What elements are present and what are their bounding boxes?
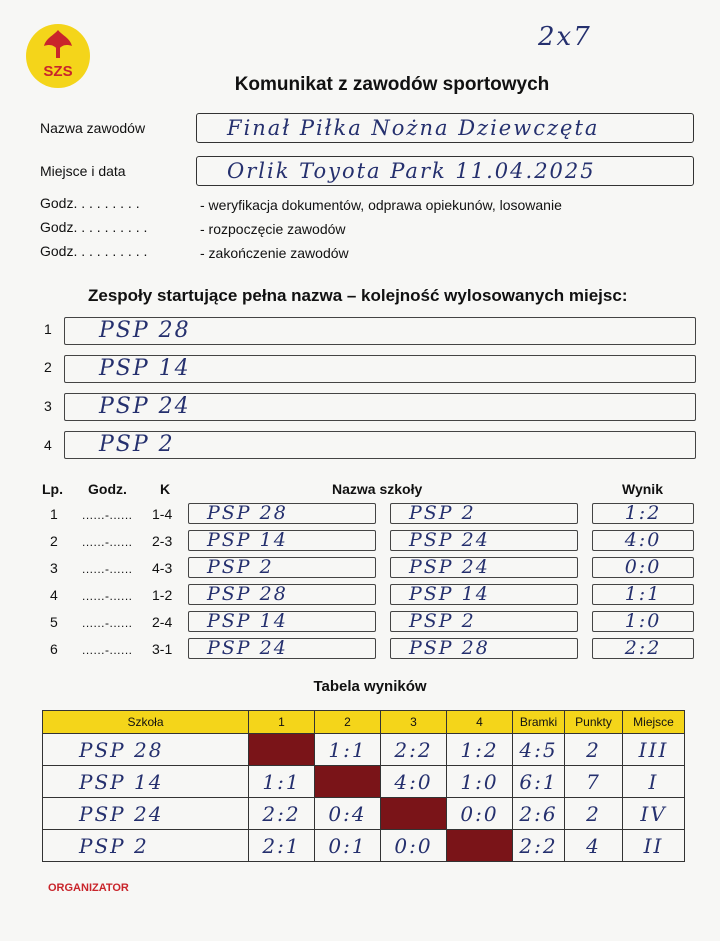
- goals-cell[interactable]: 2:2: [513, 830, 565, 862]
- team-number: 1: [44, 321, 52, 337]
- score-cell[interactable]: 0:4: [315, 798, 381, 830]
- score-cell[interactable]: 1:1: [315, 734, 381, 766]
- competition-name-field[interactable]: Finał Piłka Nożna Dziewczęta: [196, 113, 694, 143]
- match-result-field[interactable]: 1:0: [592, 611, 694, 632]
- page-title: Komunikat z zawodów sportowych: [234, 74, 550, 95]
- match-team1-field[interactable]: PSP 28: [188, 503, 376, 524]
- results-header-row: [43, 711, 685, 734]
- match-team2-field[interactable]: PSP 14: [390, 584, 578, 605]
- match-team1-field[interactable]: PSP 28: [188, 584, 376, 605]
- match-team2-field[interactable]: PSP 28: [390, 638, 578, 659]
- results-table-title: Tabela wyników: [313, 678, 427, 695]
- match-team2-field[interactable]: PSP 24: [390, 557, 578, 578]
- matches-header-school: Nazwa szkoły: [332, 481, 423, 497]
- header-col-1: 1: [249, 711, 315, 734]
- score-cell[interactable]: 1:1: [249, 766, 315, 798]
- logo-text: SZS: [43, 63, 73, 80]
- goals-cell[interactable]: 2:6: [513, 798, 565, 830]
- match-lp: 6: [50, 641, 58, 657]
- match-team2-field[interactable]: PSP 2: [390, 611, 578, 632]
- place-date-label: Miejsce i data: [40, 163, 126, 179]
- match-pairing: 2-4: [152, 614, 173, 630]
- teams-heading: Zespoły startujące pełna nazwa – kolejność wylosowanych miejsc:: [88, 286, 628, 305]
- place-cell[interactable]: IV: [623, 798, 685, 830]
- match-pairing: 4-3: [152, 560, 173, 576]
- match-time: ......-......: [82, 535, 133, 549]
- match-pairing: 1-2: [152, 587, 173, 603]
- score-cell[interactable]: 0:0: [381, 830, 447, 862]
- match-pairing: 2-3: [152, 533, 173, 549]
- row-school[interactable]: PSP 28: [43, 734, 249, 766]
- goals-cell[interactable]: 4:5: [513, 734, 565, 766]
- schedule-time-3: Godz. . . . . . . . . .: [40, 243, 148, 259]
- organizer-label: ORGANIZATOR: [48, 882, 129, 894]
- score-cell[interactable]: 1:0: [447, 766, 513, 798]
- goals-cell[interactable]: 6:1: [513, 766, 565, 798]
- competition-name-label: Nazwa zawodów: [40, 120, 146, 136]
- score-cell[interactable]: 4:0: [381, 766, 447, 798]
- table-row: [43, 766, 685, 798]
- score-cell[interactable]: 1:2: [447, 734, 513, 766]
- match-result-field[interactable]: 4:0: [592, 530, 694, 551]
- header-points: Punkty: [565, 711, 623, 734]
- header-col-3: 3: [381, 711, 447, 734]
- team-name-field[interactable]: PSP 24: [64, 393, 696, 421]
- match-pairing: 3-1: [152, 641, 173, 657]
- row-school[interactable]: PSP 24: [43, 798, 249, 830]
- score-cell[interactable]: 2:2: [249, 798, 315, 830]
- place-cell[interactable]: I: [623, 766, 685, 798]
- score-cell[interactable]: 2:1: [249, 830, 315, 862]
- team-name-field[interactable]: PSP 2: [64, 431, 696, 459]
- schedule-time-2: Godz. . . . . . . . . .: [40, 219, 148, 235]
- team-name-field[interactable]: PSP 28: [64, 317, 696, 345]
- schedule-time-1: Godz. . . . . . . . .: [40, 195, 140, 211]
- match-time: ......-......: [82, 643, 133, 657]
- header-goals: Bramki: [513, 711, 565, 734]
- points-cell[interactable]: 7: [565, 766, 623, 798]
- schedule-desc-3: - zakończenie zawodów: [200, 245, 349, 261]
- match-lp: 3: [50, 560, 58, 576]
- match-result-field[interactable]: 1:1: [592, 584, 694, 605]
- match-lp: 2: [50, 533, 58, 549]
- header-col-4: 4: [447, 711, 513, 734]
- score-cell[interactable]: 2:2: [381, 734, 447, 766]
- place-cell[interactable]: II: [623, 830, 685, 862]
- match-time: ......-......: [82, 508, 133, 522]
- header-col-2: 2: [315, 711, 381, 734]
- match-time: ......-......: [82, 616, 133, 630]
- match-team2-field[interactable]: PSP 24: [390, 530, 578, 551]
- table-row: [43, 734, 685, 766]
- header-school: Szkoła: [43, 711, 249, 734]
- points-cell[interactable]: 4: [565, 830, 623, 862]
- header-place: Miejsce: [623, 711, 685, 734]
- diagonal-cell: [381, 798, 447, 830]
- team-number: 4: [44, 437, 52, 453]
- match-result-field[interactable]: 1:2: [592, 503, 694, 524]
- match-result-field[interactable]: 0:0: [592, 557, 694, 578]
- schedule-desc-2: - rozpoczęcie zawodów: [200, 221, 346, 237]
- schedule-desc-1: - weryfikacja dokumentów, odprawa opiekunów, losowanie: [200, 197, 562, 213]
- row-school[interactable]: PSP 14: [43, 766, 249, 798]
- score-cell[interactable]: 0:0: [447, 798, 513, 830]
- score-cell[interactable]: 0:1: [315, 830, 381, 862]
- match-team1-field[interactable]: PSP 14: [188, 530, 376, 551]
- table-row: [43, 798, 685, 830]
- matches-header-k: K: [160, 481, 171, 497]
- match-result-field[interactable]: 2:2: [592, 638, 694, 659]
- match-pairing: 1-4: [152, 506, 173, 522]
- points-cell[interactable]: 2: [565, 734, 623, 766]
- team-name-field[interactable]: PSP 14: [64, 355, 696, 383]
- match-team2-field[interactable]: PSP 2: [390, 503, 578, 524]
- match-time: ......-......: [82, 562, 133, 576]
- match-time: ......-......: [82, 589, 133, 603]
- match-lp: 1: [50, 506, 58, 522]
- table-row: [43, 830, 685, 862]
- place-date-field[interactable]: Orlik Toyota Park 11.04.2025: [196, 156, 694, 186]
- matches-header-godz: Godz.: [88, 481, 127, 497]
- points-cell[interactable]: 2: [565, 798, 623, 830]
- diagonal-cell: [249, 734, 315, 766]
- team-number: 3: [44, 398, 52, 414]
- match-lp: 5: [50, 614, 58, 630]
- matches-header-lp: Lp.: [42, 481, 63, 497]
- diagonal-cell: [315, 766, 381, 798]
- team-number: 2: [44, 359, 52, 375]
- results-table: [42, 710, 685, 862]
- match-team1-field[interactable]: PSP 14: [188, 611, 376, 632]
- match-team1-field[interactable]: PSP 2: [188, 557, 376, 578]
- matches-header-result: Wynik: [622, 481, 663, 497]
- match-team1-field[interactable]: PSP 24: [188, 638, 376, 659]
- corner-note: 2x7: [538, 22, 592, 52]
- place-cell[interactable]: III: [623, 734, 685, 766]
- diagonal-cell: [447, 830, 513, 862]
- row-school[interactable]: PSP 2: [43, 830, 249, 862]
- match-lp: 4: [50, 587, 58, 603]
